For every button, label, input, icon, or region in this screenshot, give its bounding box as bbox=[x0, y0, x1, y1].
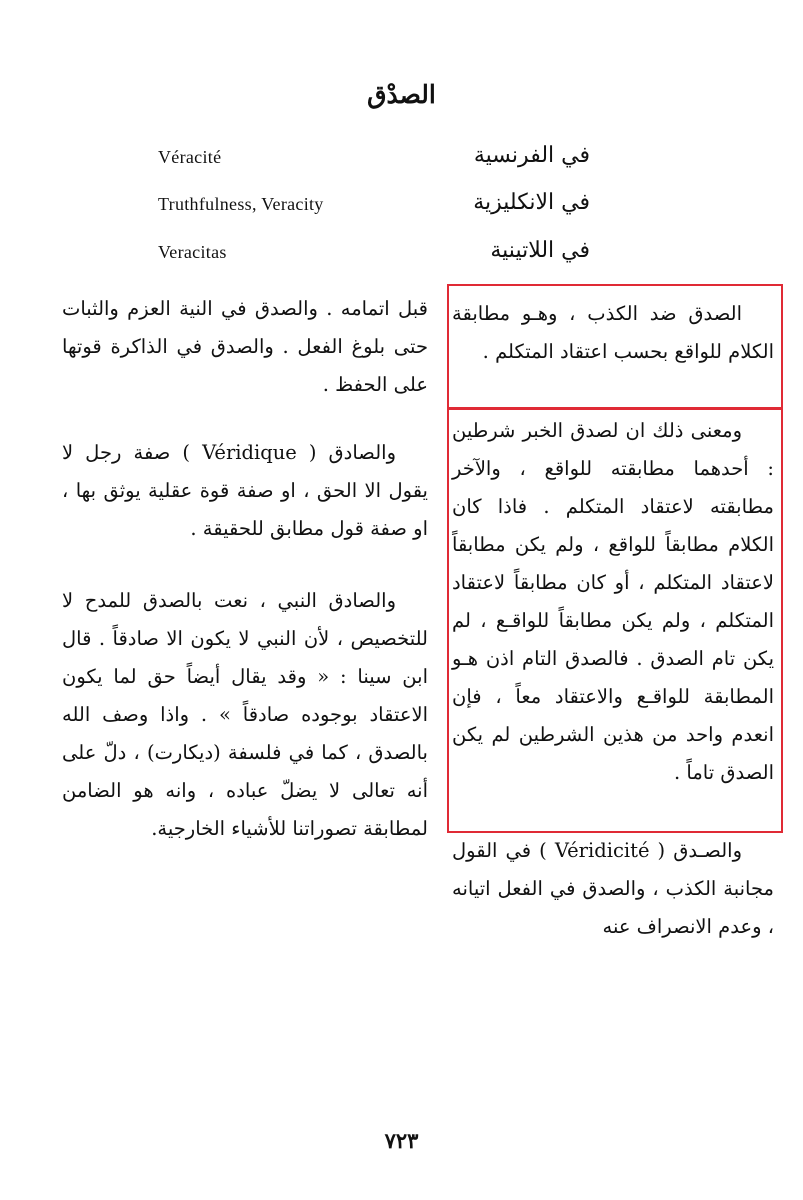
term-value: Truthfulness, Veracity bbox=[158, 194, 324, 214]
right-paragraph-conditions: ومعنى ذلك ان لصدق الخبر شرطين : أحدهما مطابقته للواقع ، والآخر مطابقته لاعتقاد المتكلم . فاذا كان الكلام مطابقاً للواقع ، ولم يكن مطابقاً لاعتقاد المتكلم ، أو كان مطابقاً لاعتقاد المتكلم ، ولم يكن مطابقاً للواقـع ، لم يكن تام الصدق . فالصدق التام اذن هـو المطابقة للواقـع والاعتقاد معاً ، فإن انعدم واحد من هذين الشرطين لم يكن الصدق تاماً . bbox=[452, 419, 774, 784]
term-row-french bbox=[150, 143, 590, 183]
page-title: الصدْق bbox=[367, 80, 436, 109]
right-paragraph-veridicite: والصـدق ( Véridicité ) في القول مجانبة الكذب ، والصدق في الفعل اتيانه ، وعدم الانصراف عنه bbox=[452, 839, 774, 938]
highlight-box-conditions bbox=[447, 407, 783, 833]
left-paragraph-veridique: والصادق ( Véridique ) صفة رجل لا يقول الا الحق ، او صفة قوة عقلية يوثق بها ، او صفة قول مطابق للحقيقة . bbox=[62, 441, 428, 540]
term-language-label: في اللاتينية bbox=[490, 238, 590, 263]
term-value: Veracitas bbox=[158, 242, 227, 262]
highlight-box-definition bbox=[447, 284, 783, 410]
term-row-english bbox=[150, 190, 590, 230]
term-value: Véracité bbox=[158, 147, 222, 167]
right-column-veridicite bbox=[452, 832, 774, 946]
left-column bbox=[62, 290, 428, 848]
term-language-label: في الانكليزية bbox=[473, 190, 590, 215]
term-row-latin bbox=[150, 238, 590, 278]
term-language-label: في الفرنسية bbox=[473, 143, 590, 168]
right-paragraph-definition: الصدق ضد الكذب ، وهـو مطابقة الكلام للواقع بحسب اعتقاد المتكلم . bbox=[452, 302, 774, 363]
page-number: ٧٢٣ bbox=[384, 1128, 419, 1153]
left-paragraph-prophet: والصادق النبي ، نعت بالصدق للمدح لا للتخصيص ، لأن النبي لا يكون الا صادقاً . قال ابن سينا : « وقد يقال أيضاً حق لما يكون الاعتقاد بوجوده صادقاً » . واذا وصف الله بالصدق ، كما في فلسفة (ديكارت) ، دلّ على أنه تعالى لا يضلّ عباده ، وانه هو الضامن لمطابقة تصوراتنا للأشياء الخارجية. bbox=[62, 589, 428, 840]
left-paragraph-memory: قبل اتمامه . والصدق في النية العزم والثبات حتى بلوغ الفعل . والصدق في الذاكرة قوتها على الحفظ . bbox=[62, 297, 428, 396]
